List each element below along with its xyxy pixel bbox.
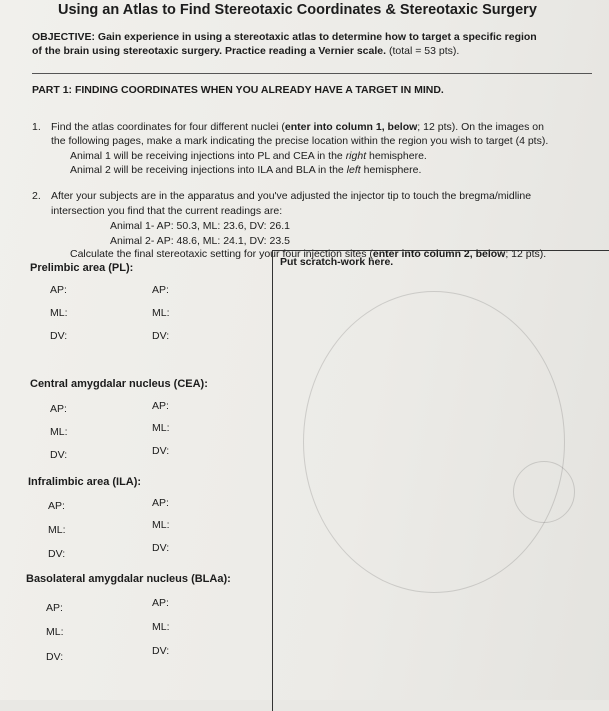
objective-line-2-bold: of the brain using stereotaxic surgery. Practice reading a Vernier scale. [32, 45, 387, 57]
ila-col2-ap-label: AP: [152, 497, 169, 509]
part1-heading: PART 1: FINDING COORDINATES WHEN YOU ALREADY HAVE A TARGET IN MIND. [32, 84, 444, 96]
scratch-label: Put scratch-work here. [280, 256, 394, 268]
item1-l3-a: Animal 1 will be receiving injections into PL and CEA in the [70, 150, 346, 162]
cea-col2-ap-label: AP: [152, 400, 169, 412]
ila-col1-ml-label: ML: [48, 524, 66, 536]
item2-animal1-readings: Animal 1- AP: 50.3, ML: 23.6, DV: 26.1 [110, 220, 290, 232]
item2-number: 2. [32, 190, 41, 202]
pl-col1-dv-label: DV: [50, 330, 68, 342]
item2-animal2-readings: Animal 2- AP: 48.6, ML: 24.1, DV: 23.5 [110, 235, 290, 247]
cea-col2-ml-label: ML: [152, 422, 170, 434]
item1-l3-c: hemisphere. [366, 150, 427, 162]
objective-line-1: OBJECTIVE: Gain experience in using a stereotaxic atlas to determine how to target a specific region [32, 31, 537, 43]
item1-text-bold: enter into column 1, below [284, 121, 418, 133]
ila-col1-ap-label: AP: [48, 500, 65, 512]
item1-l4-italic: left [346, 164, 361, 176]
item2-l5-bold: enter into column 2, below [372, 248, 506, 260]
cea-col1-ap-label: AP: [50, 403, 67, 415]
ila-col2-dv-label: DV: [152, 542, 170, 554]
item1-l4-c: hemisphere. [360, 164, 422, 176]
showthrough-outline [303, 291, 565, 593]
item1-l3-italic: right [345, 150, 367, 162]
objective-total: (total = 53 pts). [386, 45, 460, 57]
scratch-work-box[interactable] [272, 250, 609, 711]
cea-col1-dv-label: DV: [50, 449, 68, 461]
objective-line-2 [32, 45, 459, 57]
item1-text-a: Find the atlas coordinates for four different nuclei ( [51, 121, 285, 133]
blaa-col2-ap-label: AP: [152, 597, 169, 609]
ila-col1-dv-label: DV: [48, 548, 66, 560]
item1-line-3 [70, 150, 427, 162]
item1-l4-a: Animal 2 will be receiving injections into ILA and BLA in the [70, 164, 347, 176]
pl-col2-ap-label: AP: [152, 284, 169, 296]
item2-l5-a: Calculate the final stereotaxic setting for your four injection sites ( [70, 248, 373, 260]
section-blaa-title: Basolateral amygdalar nucleus (BLAa): [26, 573, 231, 585]
item2-line-2: intersection you find that the current readings are: [51, 205, 283, 217]
item2-l5-c: ; 12 pts). [505, 248, 547, 260]
section-cea-title: Central amygdalar nucleus (CEA): [30, 378, 208, 390]
cea-col1-ml-label: ML: [50, 426, 68, 438]
pl-col1-ap-label: AP: [50, 284, 67, 296]
pl-col2-ml-label: ML: [152, 307, 170, 319]
item1-text-c: ; 12 pts). On the images on [417, 121, 544, 133]
ila-col2-ml-label: ML: [152, 519, 170, 531]
pl-col2-dv-label: DV: [152, 330, 170, 342]
item1-number: 1. [32, 121, 41, 133]
blaa-col1-ap-label: AP: [46, 602, 63, 614]
blaa-col1-dv-label: DV: [46, 651, 64, 663]
showthrough-circle [513, 461, 575, 523]
section-pl-title: Prelimbic area (PL): [30, 262, 134, 274]
pl-col1-ml-label: ML: [50, 307, 68, 319]
blaa-col2-dv-label: DV: [152, 645, 170, 657]
blaa-col2-ml-label: ML: [152, 621, 170, 633]
item2-line-1: After your subjects are in the apparatus and you've adjusted the injector tip to touch the bregma/midline [51, 190, 532, 202]
item1-line-4 [70, 164, 421, 176]
page-title: Using an Atlas to Find Stereotaxic Coordinates & Stereotaxic Surgery [58, 2, 537, 18]
item1-line-2: the following pages, make a mark indicating the precise location within the region you wish to target (4 pts). [51, 135, 549, 147]
horizontal-rule [32, 73, 592, 74]
section-ila-title: Infralimbic area (ILA): [28, 476, 142, 488]
blaa-col1-ml-label: ML: [46, 626, 64, 638]
cea-col2-dv-label: DV: [152, 445, 170, 457]
item1-line-1 [51, 121, 544, 133]
